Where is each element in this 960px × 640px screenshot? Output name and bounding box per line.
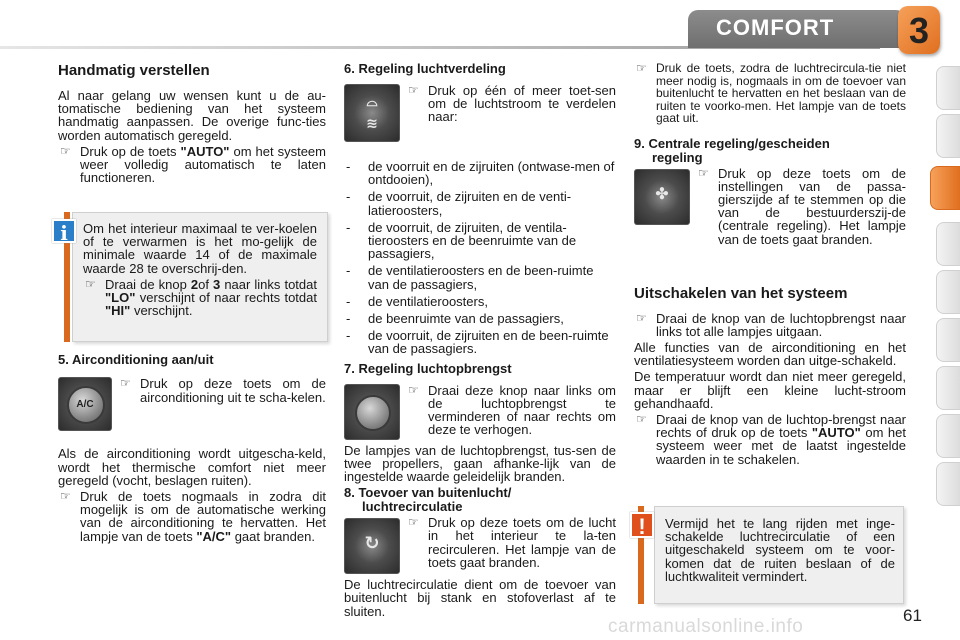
bullet-distribution: ☞ Druk op één of meer toet-sen om de luchtstroom te verdelen naar: [408,83,616,125]
side-tab-7 [936,366,960,410]
side-tab-2 [936,114,960,158]
section-title-central: 9. Centrale regeling/gescheiden regeling [634,135,830,165]
recirculation-icon: ↻ [364,533,380,554]
pointing-hand-icon: ☞ [120,376,131,391]
distribution-item: - de voorruit, de zijruiten en de been-ruimte van de passagiers. [346,328,609,357]
airflow-icon: ≋ [366,115,378,131]
flow-paragraph: De lampjes van de luchtopbrengst, tus-sen de twee propellers, gaan afhanke-lijk van de ingestelde waarde geleidelijk branden. [344,442,616,485]
windscreen-icon: ⌓ [366,93,378,109]
watermark: carmanualsonline.info [608,616,804,637]
central-button-image [634,169,690,225]
info-icon: i [52,219,76,243]
bullet-recirculation-off: ☞ Druk de toets, zodra de luchtrecircula-tie niet meer nodig is, nogmaals in om de toevoer van buitenlucht te hervatten en het beslaan van de ruiten te voorko-men. Het lampje van de toets gaat uit. [636,61,906,125]
page-number: 61 [903,606,922,625]
pointing-hand-icon: ☞ [636,310,647,325]
distribution-item: - de ventilatieroosters en de been-ruimte van de passagiers, [346,263,594,292]
warning-text: Vermijd het te lang rijden met inge-schakelde luchtrecirculatie of een uitgeschakeld systeem om te voor-komen dat de ruiten beslaan of de luchtkwaliteit vermindert. [665,516,895,584]
flow-knob [355,395,391,431]
pointing-hand-icon: ☞ [636,411,647,426]
pointing-hand-icon: ☞ [636,61,647,75]
distribution-item: - de ventilatieroosters, [346,293,488,309]
distribution-buttons-image [344,84,400,142]
pointing-hand-icon: ☞ [408,515,419,530]
off-paragraph-1: Alle functies van de airconditioning en het ventilatiesysteem worden dan uitge-schakeld. [634,339,906,369]
section-title-ac: 5. Airconditioning aan/uit [58,352,214,368]
pointing-hand-icon: ☞ [698,165,709,180]
recirculation-row [344,516,616,578]
pointing-hand-icon: ☞ [408,382,419,397]
info-bullet: ☞ Draai de knop 2of 3 naar links totdat "LO" verschijnt of naar rechts totdat "HI" verschijnt. [85,276,317,319]
warning-box [654,506,904,604]
info-box [72,212,328,342]
bullet-recirculation: ☞ Druk op deze toets om de lucht in het interieur te la-ten recirculeren. Het lampje van de toets gaat branden. [408,515,616,570]
distribution-item: - de voorruit, de zijruiten en de venti-latieroosters, [346,189,572,218]
recirculation-paragraph: De luchtrecirculatie dient om de toevoer van buitenlucht bij stank en stofoverlast af te sluiten. [344,577,616,619]
section-title-distribution: 6. Regeling luchtverdeling [344,61,506,76]
pointing-hand-icon: ☞ [60,489,71,504]
pointing-hand-icon: ☞ [85,276,96,291]
ac-row [58,377,326,447]
info-text: Om het interieur maximaal te ver-koelen of te verwarmen is het mo-gelijk de minimale waarde 14 of de maximale waarde 28 te overschrij-den. [83,221,317,276]
chapter-number: 3 [908,10,930,51]
side-tab-5 [936,270,960,314]
distribution-item: - de voorruit en de zijruiten (ontwase-men of ontdooien), [346,159,615,188]
flow-knob-image [344,384,400,440]
bullet-off: ☞ Draai de knop van de luchtopbrengst naar links tot alle lampjes uitgaan. [636,310,906,339]
intro-paragraph: Al naar gelang uw wensen kunt u de au-tomatische bediening van het systeem handmatig aanpassen. De overige func-ties worden automatisch geregeld. [58,88,326,143]
chapter-badge [898,6,940,54]
distribution-row [344,84,616,160]
ac-button-image [58,377,112,431]
section-title-manual: Handmatig verstellen [58,62,210,79]
recirculation-button-image [344,518,400,574]
page-title: COMFORT [716,15,835,40]
distribution-item: - de voorruit, de zijruiten, de ventila-tieroosters en de beenruimte van de passagiers, [346,219,577,262]
column-middle [344,62,616,621]
section-title-flow: 7. Regeling luchtopbrengst [344,360,512,376]
side-tab-8 [936,414,960,458]
bullet-on: ☞ Draai de knop van de luchtop-brengst naar rechts of druk op de toets "AUTO" om het systeem weer met de laatst ingestelde waarden in te schakelen. [636,411,907,467]
bullet-ac-on: ☞ Druk de toets nogmaals in zodra dit mogelijk is om de automatische werking van de airconditioning te hervatten. Het lampje van de toets "A/C" gaat branden. [60,489,326,544]
warning-icon: ! [630,512,654,538]
pointing-hand-icon: ☞ [408,83,419,97]
side-tab-active [930,166,960,210]
off-paragraph-2: De temperatuur wordt dan niet meer geregeld, maar er blijft een kleine lucht-stroom gehandhaafd. [634,369,906,411]
side-tab-6 [936,318,960,362]
ac-paragraph: Als de airconditioning wordt uitgescha-keld, wordt het thermische comfort niet meer geregeld (vocht, beslagen ruiten). [58,446,326,488]
column-right [634,62,906,469]
flow-row [344,384,616,444]
pointing-hand-icon: ☞ [60,143,71,158]
section-title-recirculation: 8. Toevoer van buitenlucht/ luchtrecirculatie [344,485,512,515]
central-row [634,167,906,275]
bullet-ac-off: ☞ Druk op deze toets om de airconditioning uit te scha-kelen. [120,376,326,405]
distribution-item: - de beenruimte van de passagiers, [346,311,564,327]
side-tab-9 [936,462,960,506]
side-tab-4 [936,222,960,266]
side-tab-1 [936,66,960,110]
page-header [0,0,960,60]
bullet-central: ☞ Druk op deze toets om de instellingen van de passa-gierszijde af te stemmen op die van de bestuurderszij-de (centrale regeling). Het lampje van de toets gaat branden. [698,165,906,247]
section-title-off: Uitschakelen van het systeem [634,284,848,302]
bullet-auto: ☞ Druk op de toets "AUTO" om het systeem weer volledig automatisch te laten functioneren. [60,143,326,186]
bullet-flow: ☞ Draai deze knop naar links om de luchtopbrengst te verminderen of naar rechts om deze te verhogen. [408,382,616,438]
ac-label: A/C [76,399,94,411]
fan-icon: ✤ [655,185,669,203]
